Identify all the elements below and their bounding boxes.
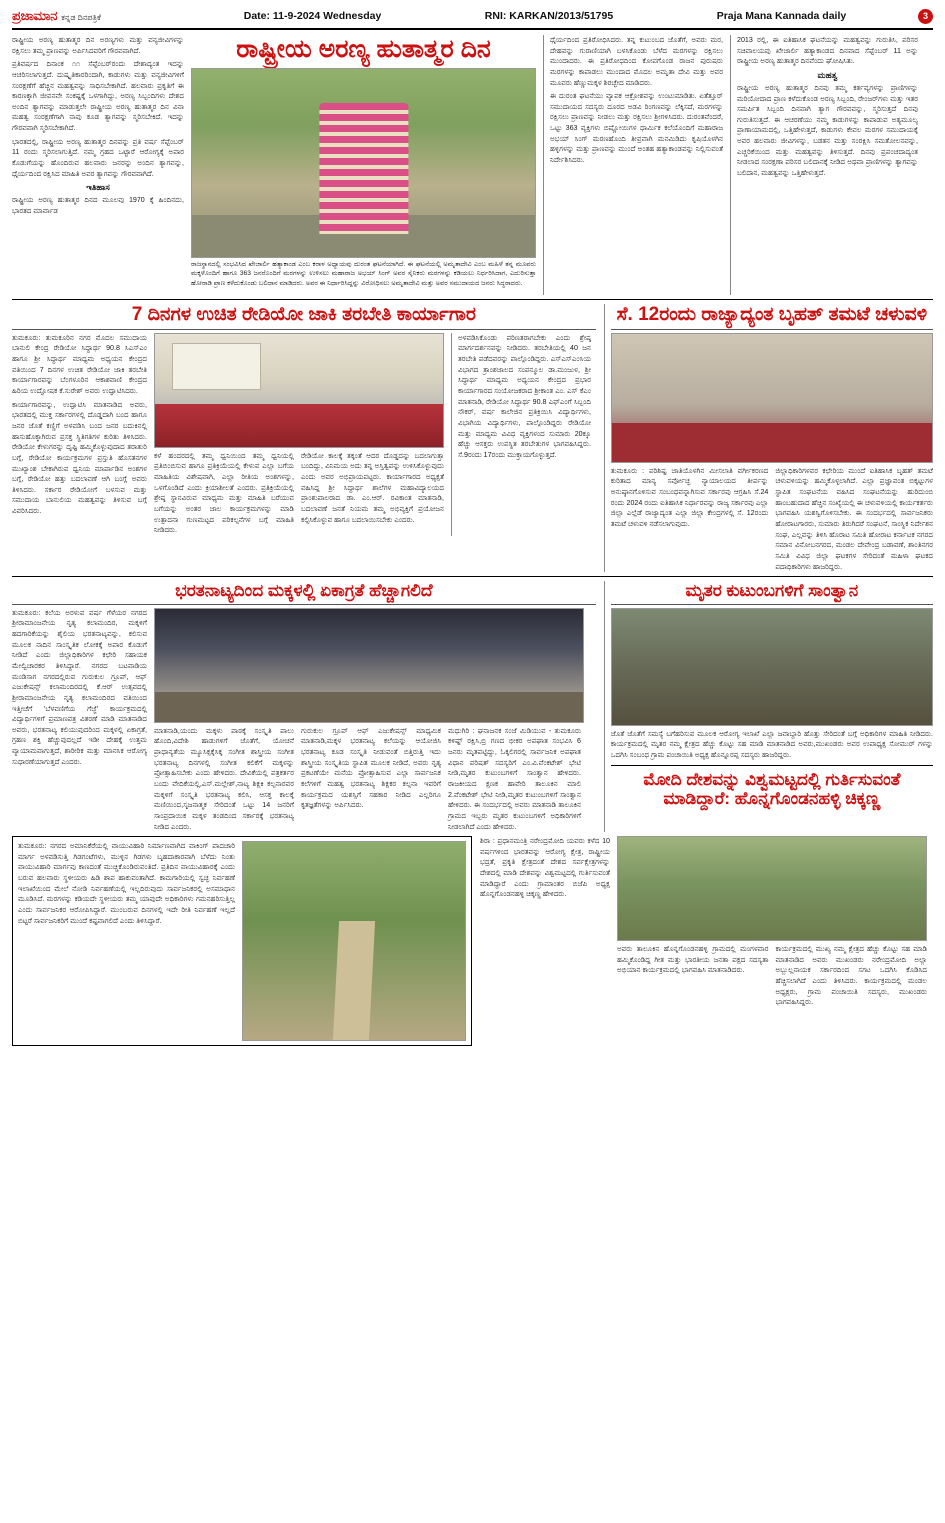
condolence-paragraph-2: ಜೊತೆ ಜೊತೆಗೆ ಸಮಸ್ಯೆ ಬಗೆಹರಿಸುವ ಮೂಲಕ ಆರೋಗ್ಯ ಇಲಾಖೆ ಎಲ್ಲಾ ಜವಾಬ್ದಾರಿ ಹೊತ್ತು ಸೇರಿದಂತೆ ಬಗ್ಗೆ ಅಧಿಕಾರಿಗಳ ಮಾಹಿತಿ ನೀಡಿದರು. ಕಾರ್ಯಕ್ರಮದಲ್ಲಿ ಮೃತರ ನಮ್ಮ ಕ್ಷೇತ್ರದ ಹೆಚ್ಚು ಕೊಟ್ಟು ಸಹ ಮಾಡಿ ಮಾತನಾಡಿದ ಅವರು,ಮುಖಂಡರು ಅವರ ಉಪಾಧ್ಯಕ್ಷ ಸೋಮುರ್ ಗಳನ್ನು ಒದಗಿಸಿ ಸಂಬಂಧ ಗ್ರಾಮ ಪಂಚಾಯಿತಿ ಅಧ್ಯಕ್ಷ ಹೊನ್ನೂರಪ್ಪ ಸದಸ್ಯರು ಹಾಜರಿದ್ದರು. bbox=[610, 729, 933, 760]
newspaper-logo: ಪ್ರಜಾಮಾನ bbox=[12, 8, 58, 23]
walking-path-story bbox=[12, 836, 472, 1046]
section-divider-2 bbox=[12, 576, 933, 577]
lead-headline: ರಾಷ್ಟ್ರೀಯ ಅರಣ್ಯ ಹುತಾತ್ಮರ ದಿನ bbox=[236, 35, 491, 63]
importance-subheading: ಮಹತ್ವ bbox=[817, 69, 838, 80]
modi-paragraph-1: ಶಿರಾ : ಪ್ರಧಾನಮಂತ್ರಿ ನರೇಂದ್ರಮೋದಿ ಯವರು ಕಳೆದ 10 ವರ್ಷಗಳಿಂದ ಭಾರತವನ್ನು ಆರೋಗ್ಯ ಕ್ಷೇತ್ರ, ರಾಷ್ಟ್ರೀಯ ಭದ್ರತೆ, ಪ್ರಕೃತಿ ಕ್ಷೇತ್ರದಂತೆ ದೇಶದ ಸರ್ವಕ್ಷೇತ್ರಗಳನ್ನು ದೇಶದಲ್ಲಿ ಮಾಡಿ ದೇಶವನ್ನು ವಿಶ್ವಮಟ್ಟದಲ್ಲಿ ಗುರ್ತಿಸುವಂತೆ ಮಾಡಿದ್ದಾರೆ ಎಂದು ಗ್ರಾಮಾಂತರ ಬಿಜೆಪಿ ಅಧ್ಯಕ್ಷ ಹೊನ್ನಗೊಂಡನಹಳ್ಳಿ ಚಿಕ್ಕಣ್ಣ ಹೇಳಿದರು. bbox=[480, 837, 610, 899]
tamate-rule bbox=[611, 329, 933, 330]
lead-mid-paragraph-1: ಧೈರ್ಯದಿಂದ ಪ್ರತಿರೋಧಿಸಿದರು. ತನ್ನ ಕುಟುಂಬದ ಜೊತೆಗೆ, ಅವರು ಮರ, ದೇಹವನ್ನು ಗುರಾಣಿಯಾಗಿ ಬಳಸಿಕೊಂಡು ಬೆಳೆದ ಮರಗಳನ್ನು ರಕ್ಷಿಸಲು ಮುಂದಾದರು. ಈ ಪ್ರತಿರೋಧದಿಂದ ಕೋಪಗೊಂಡ ರಾಜನ ಪುರುಷರು ಮರಗಳನ್ನು ಕಾಪಾಡಲು ಮುಂದಾದ ಮೊದಲ ಅಮೃತಾ ದೇವಿ ಮತ್ತು ಅವರ ಮೂವರು ಹೆಣ್ಣುಮಕ್ಕಳ ಶಿರಚ್ಛೇದ ಮಾಡಿದರು. bbox=[550, 36, 723, 87]
bharatanatyam-paragraph-1: ತುಮಕೂರು: ಕಲೆಯ ಅರಳುವ ವರ್ಷ ಗೆಳೆಯರ ನಗರದ ಶ್ರೀರಾಮಾಂಜನೇಯ ನೃತ್ಯ ಕಲಾಮಂದಿರ, ಮಕ್ಕಳಿಗೆ ಹದಗಾರಿಕೆಯನ್ನು ಶೈಲಿಯ ಭರತನಾಟ್ಯವನ್ನು, ಕಲಿಸುವ ಮೂಲಕ ನಾದಿನ ಸಾಂಸ್ಕೃತಿಕ ಲೋಕಕ್ಕೆ ಅಪಾರ ಕೊಡುಗೆ ನೀಡಿದೆ ಎಂದು ಜಿಲ್ಲಾಧಿಕಾರಿಗಳ ಕಛೇರಿ ಸಹಾಯಕ ಮೇಲ್ವಿಚಾರಕರ ತಿಳಿಸಿದ್ದಾರೆ. ನಗರದ ಬಟವಾಡಿಯ ಮಂಡಿಸಾಗ ನಗರದಲ್ಲಿರುವ ಗುರುಕುಲ ಗ್ರೂಪ್, ಆಫ್ ಎಜುಕೇಷನ್ಸ್ ಕಲಾಮಂದಿರದಲ್ಲಿ ಕೆ.ಆರ್ ಉತ್ಸವದಲ್ಲಿ ಶ್ರೀರಾಮಾಂಜನೇಯ ನೃತ್ಯ ಕಲಾಮಂದಿರದ ವತಿಯಿಂದ ಇತ್ತೀಚೆಗೆ 'ಬೆಳವಣಿಗೆಯ ಗೆಜ್ಜೆ' ಕಾರ್ಯಕ್ರಮದಲ್ಲಿ ವಿದ್ಯಾರ್ಥಿಗಳಿಗೆ ಪ್ರಮಾಣಪತ್ರ ವಿತರಣೆ ಮಾಡಿ ಮಾತನಾಡಿದ ಅವರು, ಭರತನಾಟ್ಯ ಕಲಿಯುವುದರಿಂದ ಮಕ್ಕಳಲ್ಲಿ ಏಕಾಗ್ರತೆ, ಗ್ರಹಣ ಶಕ್ತಿ ಹೆಚ್ಚುವುದಲ್ಲದೆ ಇಡೀ ದೇಹಕ್ಕೆ ಉತ್ತಮ ವ್ಯಾಯಾಮವಾಗುತ್ತದೆ, ಶಾರೀರಿಕ ಮತ್ತು ಮಾನಸಿಕ ಆರೋಗ್ಯ ಸುಧಾರಣೆಯಾಗುತ್ತದೆ ಎಂದರು. bbox=[12, 608, 147, 766]
condolence-photo bbox=[611, 608, 933, 726]
lead-right-paragraph-1: 2013 ರಲ್ಲಿ, ಈ ಐತಿಹಾಸಿಕ ಘಟನೆಯನ್ನು ಮಹತ್ವವನ್ನು ಗುರುತಿಸಿ, ಪರಿಸರ ಸಚಿವಾಲಯವು ಖೇಜಾರ್ಲಿ ಹತ್ಯಾಕಾಂಡದ ದಿನವಾದ ಸೆಪ್ಟೆಂಬರ್ 11 ಅನ್ನು ರಾಷ್ಟ್ರೀಯ ಅರಣ್ಯ ಹುತಾತ್ಮರ ದಿನವೆಂದು ಘೋಷಿಸಿತು. bbox=[737, 36, 918, 66]
lead-mid-paragraph-2: ಈ ದುರಂತ ಘಟನೆಯು ವ್ಯಾಪಕ ಆಕ್ರೋಶವನ್ನು ಉಂಟುಮಾಡಿತು. ಏತೆತ್ತೂರ್ ಸಮುದಾಯದ ಸದಸ್ಯರು ದೂರದ ಅಡವಿ ರಿಂಗಣವನ್ನು ಲೆಕ್ಕಿಸದೆ, ಮರಗಳನ್ನು ರಕ್ಷಿಸಲು ಪ್ರಾಣವನ್ನು ನೀಡಲು ಮತ್ತು ರಕ್ಷಿಸಲು ಶ್ರೀಗಳಿಸಿದರು. ದುರಂತವೆಂದರೆ, ಒಟ್ಟು 363 ವ್ಯಕ್ತಿಗಳು ಬಿಷ್ಣೋಯಿಗಳ ಧಾರ್ಮಿಕ ಕಲೆಯೊಂದಿಗೆ ಮಹಾರಾಜ ಅಭಯ್ ಸಿಂಗ್ ಮರಣಹೊಂದಿ ತೀವ್ರವಾಗಿ ಮನಮಿಡಿದು ಕೃಷಿಯೊಳಗಿನ ಹಳ್ಳಿಗಳನ್ನು ಮತ್ತು ಪ್ರಾಣವನ್ನು ಮುಂದೆ ಅಂತಹ ಹತ್ಯಾಕಾಂಡವನ್ನು ನಿಲ್ಲಿಸುವಂತೆ ನಿರ್ದೇಶಿಸಿದರು. bbox=[550, 92, 723, 165]
publication-name: Praja Mana Kannada daily bbox=[716, 10, 847, 22]
memorial-photo bbox=[191, 68, 536, 258]
lead-paragraph-1: ರಾಷ್ಟ್ರೀಯ ಅರಣ್ಯ ಹುತಾತ್ಮರ ದಿನ ಅರಣ್ಯಗಳು ಮತ್ತು ವನ್ಯಜೀವಿಗಳನ್ನು ರಕ್ಷಿಸಲು ತಮ್ಮ ಪ್ರಾಣವನ್ನು ಅರ್ಪಿಸಿದವರಿಗೆ ಗೌರವವಾಗಿದೆ. bbox=[12, 36, 184, 55]
radio-workshop-paragraph-2: ಕಾರ್ಯಾಗಾರವನ್ನು, ಉದ್ಘಾಟಿಸಿ ಮಾತನಾಡಿದ ಅವರು, ಭಾರತದಲ್ಲಿ ಮುಕ್ತ ಸರ್ಕಾರಗಳಲ್ಲಿ ದೊಡ್ಡದಾಗಿ ಬಂದ ಹಾಗೂ ಜನರ ಜೊತೆ ಕಣ್ಣಿಗೆ ಅಳವಡಿಸಿ ಬಂದ ಜನರ ಬದುಕಿನಲ್ಲಿ ಹಾಸುಹೊಕ್ಕಾಗಿರುವ ಪ್ರಸಕ್ತ ಸ್ಥಿತಿಗತಿಗಳ ಕುರಿತು ತಿಳಿಸಿದರು. ರೇಡಿಯೋ ಕೇಳುಗರನ್ನು ದೃಷ್ಟಿ ಹಮ್ಮಿಕೊಳ್ಳುವುದಾದ ತರಾತುರಿ ಬಗ್ಗೆ, ರೇಡಿಯೋ ಕಾರ್ಯಕ್ರಮಗಳ ಪ್ರಸ್ತುತಿ ಹೊಸತನಗಳ ಮುಖ್ಯಾಂಶ ಬೇಕಾಗಿರುವ ಧ್ವನಿಯ ಮಾರ್ಪಾಡಿನ ಅಂಶಗಳ ಬಗ್ಗೆ, ರೇಡಿಯೋ ಹತ್ತು ಬದಲಾವಣೆ ಆಗಿ ಬಂಗ್ಲೆ ಅವರು ತಿಳಿಸಿದರು. ಸರ್ಕಾರ ರೇಡಿಯೋಗೆ ಬಳಸುವ ಮತ್ತು ಸಮುದಾಯ ಬಾನುಲಿಯ ಮಹತ್ವವನ್ನು ತಿಳಿಸುವ ಬಗ್ಗೆ ವಿವರಿಸಿದರು. bbox=[12, 400, 147, 516]
modi-rule-top bbox=[611, 765, 933, 766]
lead-story bbox=[12, 35, 933, 295]
lead-paragraph-3: ಭಾರತದಲ್ಲಿ, ರಾಷ್ಟ್ರೀಯ ಅರಣ್ಯ ಹುತಾತ್ಮರ ದಿನವನ್ನು ಪ್ರತಿ ವರ್ಷ ಸೆಪ್ಟೆಂಬರ್ 11 ರಂದು ಸ್ಮರಿಸಲಾಗುತ್ತಿದೆ. ನಮ್ಮ ಗ್ರಹದ ಒಟ್ಟಾರೆ ಆರೋಗ್ಯಕ್ಕೆ ಅಪಾರ ಕೊಡುಗೆಯನ್ನು ಹೊಂದಿರುವ ಹಲವಾರು ಜನರನ್ನು ಅಂದಿನ ತ್ಯಾಗವನ್ನು, ಧೈರ್ಯದಿಂದ ರಕ್ಷಿಸಿದ ಮಾಹಿತಿ ಅವರ ತ್ಯಾಗವನ್ನು ಗೌರವವಾಗಿದೆ. bbox=[12, 137, 184, 178]
modi-story bbox=[480, 836, 930, 1046]
lead-mid-column bbox=[543, 35, 723, 295]
modi-headline: ಮೋದಿ ದೇಶವನ್ನು ವಿಶ್ವಮಟ್ಟದಲ್ಲಿ ಗುರ್ತಿಸುವಂತೆ ಮಾಡಿದ್ದಾರೆ: ಹೊನ್ನಗೊಂಡನಹಳ್ಳಿ ಚಿಕ್ಕಣ್ಣ bbox=[643, 769, 901, 809]
memorial-photo-caption: ರಾಜಸ್ಥಾನದಲ್ಲಿ ಸಂಭವಿಸಿದ ಖೇಜಾರ್ಲಿ ಹತ್ಯಾಕಾಂಡ ಎಂಬ ಕರಾಳ ಅಧ್ಯಾಯವು ದುರಂತ ಘಟನೆಯಾಗಿದೆ. ಈ ಘಟನೆಯಲ್ಲಿ ಅಮೃತಾದೇವಿ ಎಂಬ ಮಹಿಳೆ ತನ್ನ ಮೂವರು ಮಕ್ಕಳೊಂದಿಗೆ ಹಾಗೂ 363 ಜನರೊಂದಿಗೆ ಮರಗಳನ್ನು ಉಳಿಸಲು ಮಹಾರಾಜ ಅಭಯ್ ಸಿಂಗ್ ಅವರ ಸೈನಿಕರು ಮರಗಳನ್ನು ಕಡಿಯಲು ನಿರ್ಧರಿಸಿದಾಗ, ಎದುರಿಸುತ್ತಾ ಹೋರಾಡಿ ಪ್ರಾಣ ಕಳೆದುಕೊಂಡು ಬಲಿದಾನ ಮಾಡಿದರು. ಅವರ ಈ ನಿರ್ಧಾರಿಸಿದ್ದನ್ನು ವಿರೋಧಿಸಲು ಅಮೃತಾದೇವಿ ಮತ್ತು ಅವರ ಸಮುದಾಯದ ಜನರು ಸಿದ್ಧರಾದರು. bbox=[191, 260, 536, 287]
modi-photo bbox=[617, 836, 927, 941]
newspaper-logo-subtitle: ಕನ್ನಡ ದಿನಪತ್ರಿಕೆ bbox=[61, 13, 101, 22]
tamate-paragraph-2: ಜಿಲ್ಲಾಧಿಕಾರಿಗಳವರ ಕಛೇರಿಯ ಮುಂದೆ ಐತಿಹಾಸಿಕ ಬೃಹತ್ ತಮಟೆ ಚಳುವಳಿಯನ್ನು ಹಮ್ಮಿಕೊಳ್ಳಲಾಗಿದೆ. ಎಲ್ಲಾ ಪ್ರಜ್ಞಾವಂತ ಬಿಕ್ಕಟ್ಟುಗಳ ಸ್ಥಾಪಿತ ಸಂಘಟನೆಯ ವಹಿಸಿದ ಸಂಘಟನೆಯನ್ನು ಹುರಿದುಂಬಿ ಹಾಂಬಹುದಾದ ಹೆಚ್ಚಿನ ಸಂಖ್ಯೆಯಲ್ಲಿ ಈ ಚಳುವಳಿಯಲ್ಲಿ ಕಾರ್ಯಕರ್ತರು ಭಾಗವಹಿಸಿ ಯಶಸ್ವಿಗೊಳಿಸಬೇಕು. ಈ ಸಂದರ್ಭದಲ್ಲಿ ಸಾರ್ವಜನಿಕರು ಹೋರಾಟಗಾರರು, ಸುಮಾರು ತಿರುಗಿದರೆ ಸಂಘಟನೆ, ಸಾಂಸ್ಥಿಕ ನಿರ್ದೇಶನ ಸಂಘ, ಎಲ್ಲವನ್ನು ತಿಳಿಸಿ ಹೊರಾಟ ಸಮಿತಿ ಹೋರಾಟ ಕರ್ನಾಟಕ ನಗರದ ಸಮಾನ ವಿನೋಬನಗರದ, ಮಂಡಲ ದೇವೇಂದ್ರ ಬಡಾವಣೆ, ಶಾಂತಿನಗರ ಸಮಿತಿ ವಿವಿಧ ಜಿಲ್ಲಾ ಘಟಕಗಳ ಸೇರಿದಂತೆ ಮಹಿಳಾ ಘಟಕದ ಪದಾಧಿಕಾರಿಗಳು ಹಾಜರಿದ್ದರು. bbox=[775, 466, 933, 571]
tamate-paragraph-1: ತುಮಕೂರು : ಪರಿಶಿಷ್ಟ ಜಾತಿಯೊಳಗಿನ ಮೀಸಲಾತಿ ವರ್ಗೀಕರಣದ ಕುರಿತಾದ ಮಾನ್ಯ ಸರ್ವೋಚ್ಛ ನ್ಯಾಯಾಲಯದ ತೀರ್ಪನ್ನು ಅನುಷ್ಠಾನಗೊಳಿಸುವ ಸಂಬಂಧವನ್ನಾಗಿಸುವ ಸರ್ಕಾರವು ಆಗ್ರಹಿಸಿ ಸೆ.24 ರಂದು 2024 ರಂದು ಐತಿಹಾಸಿಕ ನಿರ್ಧಾರವನ್ನು ರಾಜ್ಯ ಸರ್ಕಾರವು ಎಲ್ಲಾ ಜಿಲ್ಲಾ ಎಲ್ಲೆಡೆ ರಾಜ್ಯಾದ್ಯಂತ ಎಲ್ಲಾ ಜಿಲ್ಲಾ ಕೇಂದ್ರಗಳಲ್ಲಿ ಸೆ. 12ರಂದು ತಮಟೆ ಚಳುವಳಿ ನಡೆಸಲಾಗುವುದು. bbox=[610, 466, 769, 529]
importance-text: ರಾಷ್ಟ್ರೀಯ ಅರಣ್ಯ ಹುತಾತ್ಮರ ದಿನವು ತಮ್ಮ ಕರ್ತವ್ಯಗಳನ್ನು ಪ್ರಾಣಿಗಳನ್ನು ಮರಿಯೋದಾದ ಪ್ರಾಣ ಕಳೆದುಕೊಂಡ ಅರಣ್ಯ ಸಿಬ್ಬಂದಿ, ರೇಂಜರ್‌ಗಳು ಮತ್ತು ಇತರ ಸಮರ್ಪಿತ ಸಿಬ್ಬಂದಿ ದಿನವಾಗಿ ತ್ಯಾಗ ಗೌರವವನ್ನು, ಸ್ಮರಿಸುತ್ತದೆ ದಿನವು ಗುರುತಿಸುತ್ತದೆ. ಈ ಆಚರಣೆಯು ನಮ್ಮ ಕಾಡುಗಳನ್ನು ಕಾಪಾಡುವ ಅತ್ಯಮೂಲ್ಯ ಪ್ರಾಣಾಯಾಮದಲ್ಲಿ, ಒತ್ತಿಹೇಳುತ್ತದೆ, ಕಾಡುಗಳು ಕೇವಲ ಮರಗಳ ಸಮುದಾಯಕ್ಕೆ ಅವರ ಹಲವಾರು ಜೀವಿಗಳನ್ನು, ಬಡತನ ಮತ್ತು ಸಂರಕ್ಷಿಸಿ ಸಮತೋಲನವನ್ನು, ಎಚ್ಚರಿಕೆಯಿಂದ ಮತ್ತು ಮಹತ್ವವನ್ನು ತಿಳಿಸುತ್ತದೆ. ದಿನವು ಪ್ರಪಂಚದಾದ್ಯಂತ ನೀಡಲಾದ ಸಂರಕ್ಷಣಾ ಪರಿಸರ ಬಲಿದಾನಕ್ಕೆ ನೀಡಿದ ಅಥವಾ ಪ್ರಾಣಿಗಳನ್ನು ತ್ಯಾಗವನ್ನು ಬಲಿದಾನ, ಮಹತ್ವವನ್ನು ಒತ್ತಿಹೇಳುತ್ತದೆ. bbox=[737, 83, 918, 178]
walking-path-text-left: ತುಮಕೂರು: ನಗರದ ಅಮಾನಿಕೆರೆಯಲ್ಲಿ ವಾಯುವಿಹಾರಿ ನಿರ್ಮಾಣವಾಗಿದ ವಾಕಿಂಗ್ ಪಾದಚಾರಿ ಮಾರ್ಗ ಅಳವಡಿಸುತ್ತಿ ಗಿಡಗಂಟೆಗಳು, ಮುಳ್ಳಿನ ಗಿಡಗಳು ಬೃಹದಾಕಾರವಾಗಿ ಬೆಳೆದು ನಿಂತು ವಾಯುವಿಹಾರಿ ಮಾರ್ಗವು ಕಾಣದಂತೆ ಮುಚ್ಚಿಕೊಂಡಿರುವಂತಿದೆ. ಪ್ರತಿದಿನ ವಾಯುವಿಹಾರಕ್ಕೆ ಎಂದು ಬರುವ ಹಲವಾರು ಸ್ಥಳೀಯರು ಹಿಡಿ ಶಾಪ ಹಾಕುವಂತಾಗಿದೆ. ಕಾಮಗಾರಿಯಲ್ಲಿ ಸ್ವಚ್ಛ ನಿರ್ವಹಣೆ ಇಲಾಖೆಯಿಂದ ಮೇಲೆ ನೋಡಿ ನಿರ್ವಹಣೆಯಲ್ಲಿ ಇಲ್ಲದಿರುವುದು ಸಾರ್ವಜನಿಕರಲ್ಲಿ ಅಸಮಾಧಾನ ಮೂಡಿಸಿದೆ. ಮರಗಳನ್ನು ಕಡಿಯದೇ ಸ್ಥಳೀಯರು ತಮ್ಮ ಯಾವುದೇ ಅಧಿಕಾರಿಗಳು ಗಮನಹರಿಸುತ್ತಿಲ್ಲ ಎಂದು ಸಾರ್ವಜನಿಕರ ಆರೋಪಿಸಿದ್ದಾರೆ. ಮುಂಬರುವ ದಿನಗಳಲ್ಲಿ ಇದೇ ರೀತಿ ನಿರ್ವಹಣೆ ಇಲ್ಲದೆ ಬಿಟ್ಟರೆ ಸಾರ್ವಜನಿಕರಿಗೆ ಮುಂದೆ ಕಷ್ಟವಾಗಲಿದೆ ಎಂದು ತಿಳಿಸಿದ್ದಾರೆ. bbox=[18, 842, 236, 925]
bharatanatyam-story bbox=[12, 581, 596, 832]
history-text: ರಾಷ್ಟ್ರೀಯ ಅರಣ್ಯ ಹುತಾತ್ಮರ ದಿನದ ಮೂಲವು 1970 ಕ್ಕೆ ಹಿಂದಿನದು, ಭಾರತದ ಮಾರ್ವಾಡ bbox=[12, 196, 184, 215]
rni-number: RNI: KARKAN/2013/51795 bbox=[484, 10, 614, 22]
walking-path-photo bbox=[242, 841, 466, 1041]
bharatanatyam-rule bbox=[12, 604, 596, 605]
modi-paragraph-3: ಕಾರ್ಯಕ್ರಮದಲ್ಲಿ ಮುಖ್ಯ ನಮ್ಮ ಕ್ಷೇತ್ರದ ಹೆಚ್ಚು ಕೊಟ್ಟು ಸಹ ಮಾಡಿ ಮಾತನಾಡಿದ ಅವರು ಮುಖಂಡರು ನರೇಂದ್ರಮೋದಿ ಅಲ್ಲಾ ಅಬ್ಬುಲ್ಲನಾಯಕ ಸರ್ಕಾರದಿಂದ ಸಗಟ ಒದಗಿಸಿ ಕೊಡಿಸಿದ ಹೆಚ್ಚಿಸಲಾಗಿದೆ ಎಂದು ತಿಳಿಸಿದರು. ಕಾರ್ಯಕ್ರಮದಲ್ಲಿ ಮಂಡಲ ಅಧ್ಯಕ್ಷರು, ಗ್ರಾಮ ಪಂಚಾಯಿತಿ ಸದಸ್ಯರು, ಮುಖಂಡರು ಭಾಗವಹಿಸಿದ್ದರು. bbox=[775, 945, 927, 1007]
lead-right-column bbox=[730, 35, 918, 295]
lead-paragraph-2: ಪ್ರತಿವರ್ಷದ ದಿನಾಂಕ ೧೧ ಸೆಪ್ಟೆಂಬರ್‌ರಂದು ದೇಶಾದ್ಯಂತ ಇದನ್ನು ಆಚರಿಸಲಾಗುತ್ತದೆ. ದುಷ್ಕೃತಿಕಾರರಿಂದಾಗಿ, ಕಾಡುಗಳು ಮತ್ತು ವನ್ಯಜೀವಿಗಳಿಗೆ ಸಂರಕ್ಷಣೆಗೆ ಹೆಚ್ಚಿನ ಮಹತ್ವವನ್ನು ಸಾಧಿಸಬೇಕಾಗಿದೆ. ಹಲವಾರು ಪ್ರಕೃತಿಗೆ ಈ ಕಾರಣಕ್ಕಾಗಿ ಜೀವನವೇ ಸಂಕಷ್ಟಕ್ಕೆ ಒಳಗಾಗಿದ್ದು, ಅರಣ್ಯ ಸಿಬ್ಬಂದಿಗಳು ದೇಶದ ಅಂದಿನ ತ್ಯಾಗವನ್ನು ಮಾಡುತ್ತಲೇ ರಾಷ್ಟ್ರೀಯ ಅರಣ್ಯ ಹುತಾತ್ಮರ ದಿನ ವಿನಾ ಮಹತ್ವ ಸಂರಕ್ಷಣೆಗಾಗಿ ನಾವು ಕೂಡ ತ್ಯಾಗವನ್ನು ಸ್ಮರಿಸಬೇಕಿದೆ. ಇದನ್ನು ಗೌರವವಾಗಿ ಸ್ಮರಿಸಬೇಕಾಗಿದೆ. bbox=[12, 60, 184, 133]
condolence-rule bbox=[611, 604, 933, 605]
modi-paragraph-2: ಅವರು ತಾಲೂಕಿನ ಹೊನ್ನಗೊಂಡನಹಳ್ಳಿ ಗ್ರಾಮದಲ್ಲಿ ಮಂಗಳವಾರ ಹಮ್ಮಿಕೊಂಡಿದ್ದ ಗೀತ ಮತ್ತು ಭಾರತೀಯ ಜನತಾ ಪಕ್ಷದ ಸದಸ್ಯತಾ ಅಭಿಯಾನ ಕಾರ್ಯಕ್ರಮದಲ್ಲಿ ಭಾಗವಹಿಸಿ ಮಾತನಾಡಿದರು. bbox=[617, 945, 769, 975]
radio-workshop-headline: 7 ದಿನಗಳ ಉಚಿತ ರೇಡಿಯೋ ಜಾಕಿ ತರಬೇತಿ ಕಾರ್ಯಾಗಾರ bbox=[131, 303, 476, 325]
page-number-badge: 3 bbox=[918, 9, 933, 24]
radio-workshop-paragraph-3: ಕಳೆ ಹಂದರದಲ್ಲಿ ತಮ್ಮ ಧ್ವನಿಯಿಂದ ತಮ್ಮ ಧ್ವನಿಯಲ್ಲಿ ಪ್ರತಿಬಿಂಬಿಸುವ ಹಾಗೂ ಪ್ರತಿಕ್ರಿಯೆಯಲ್ಲಿ ಕೇಳುವ ಎಲ್ಲಾ ಬಗೆಯ ಮಾಹಿತಿಯ ವಿಶೇಷವಾಗಿ, ಎಲ್ಲಾ ರೀತಿಯ ಅಂಶಗಳನ್ನು, ಒಳಗೊಂಡಿದೆ ಎಂದು ಕ್ರಿಯಾಶೀಲತೆ ಎಂದರು. ಪ್ರತಿಕ್ರಿಯೆಯಲ್ಲಿ ಶ್ರೇಷ್ಠ ಸ್ಥಾನವಿರುವ ಮಾಧ್ಯಮ ಮತ್ತು ಮಾಹಿತಿ ಬರೆಯುವ ಬಗೆಯನ್ನು ಅಂತರ ಜಾಲ ಕಾರ್ಯಕ್ರಮಗಳನ್ನು ಮಾಡಿ ಉತ್ಪಾದನಾ ಗುಣಮಟ್ಟದ ಪರಿಕಲ್ಪನೆಗಳ ಬಗ್ಗೆ ಮಾಹಿತಿ ನೀಡಿದರು. bbox=[154, 451, 294, 535]
bharatanatyam-paragraph-3: ಗುರುಕುಲ ಗ್ರೂಪ್ ಆಫ್ ಎಜುಕೇಷನ್ಸ್ ಮಾಧ್ಯಮಿಕ ಮಾತನಾಡಿ,ಮಕ್ಕಳ ಭರತನಾಟ್ಯ ಕಲೆಯನ್ನು ಆಯೋಜಿಸಿ ಭರತನಾಟ್ಯ ಕೂಡ ಸಂಸ್ಕೃತಿ ನೀಡುವಂತೆ ಬಿತ್ತಿರುತ್ತಿ ಇದು ಶಾಸ್ತ್ರೀಯ ಸಂಸ್ಕೃತಿಯ ಸ್ಥಾಪಿತ ಮೂಲಕ ನೀಡಿದೆ, ಅವರು ನೃತ್ಯ ಪ್ರಕಟಣೆಯೇ ಮನೆಯ ಪ್ರೋತ್ಸಾಹಿಸುವ ಎಲ್ಲಾ ಸಾರ್ವಜನಿಕ ಕಲೆಗಳಿಗೆ ಮಹತ್ವ ಭರತನಾಟ್ಯ ಶಿಕ್ಷಕರ ಕಲ್ಪನಾ ಇವರಿಗೆ ಕಾರ್ಯಕ್ರಮದ ಯಶಸ್ಸಿಗೆ ಸಹಕಾರ ನೀಡಿದ ಎಲ್ಲರಿಗೂ ಕೃತಜ್ಞತೆಗಳನ್ನು ಅರ್ಪಿಸಿದರು. bbox=[301, 726, 441, 810]
publication-date: Date: 11-9-2024 Wednesday bbox=[243, 10, 382, 22]
second-band bbox=[12, 304, 933, 572]
history-subheading: ಇತಿಹಾಸ bbox=[86, 182, 110, 193]
radio-workshop-story bbox=[12, 304, 596, 572]
radio-workshop-paragraph-4: ರೇಡಿಯೋ ಕಾಲಕ್ಕೆ ತಕ್ಕಂತೆ ಆದರ ದೊಡ್ಡದನ್ನು ಬದಲಾಗುತ್ತಾ ಬಂದಿದ್ದು, ವಿನಿಮಯ ಅದು ತನ್ನ ಅಸ್ತಿತ್ವವನ್ನು ಉಳಿಸಿಕೊಳ್ಳುವುದು ಎಂದು ಅವರ ಅಭಿಪ್ರಾಯಪಟ್ಟರು. ಕಾರ್ಯಾಗಾರದ ಅಧ್ಯಕ್ಷತೆ ವಹಿಸಿದ್ದ ಶ್ರೀ ಸಿದ್ಧಾರ್ಥ ಶಾಲೆಗಳ ಮಹಾವಿದ್ಯಾಲಯದ ಪ್ರಾಂಶುಪಾಲರಾದ ಡಾ. ಎಂ.ಆರ್. ರವಿಕಾಂತ ಮಾತನಾಡಿ, ಬದಲಾವಣೆ ಜನತೆ ನಿಯಮ ತಮ್ಮ ಅಭಿವ್ಯಕ್ತಿಗೆ ಪ್ರಯೋಜನ ಕಲ್ಪಿಸಿಕೊಳ್ಳುವ ಹಾಗೂ ಬದಲಾಯಿಸಬೇಕು ಎಂದರು. bbox=[301, 451, 444, 524]
lead-left-column bbox=[12, 35, 184, 295]
condolence-paragraph-1: ಮಧುಗಿರಿ : ಘನಾಜನಕ ಸಂಜೆ ಮಿಡಿಯುವ - ತುಮಕೂರು ಕಳಿಷ್ಟ್ ರಕ್ಷಿಸಿ,ಬ್ರಿ ಗಣದ ಭೀಕರ ಅಪಘಾತ ಸಂಭವಿಸಿ 6 ಜನರು ಮೃತಪಟ್ಟಿದ್ದು, ಓಕ್ಕಲಿಗರಲ್ಲಿ ಸಾರ್ವಜನಿಕ ಅಪಘಾತ ವಿಧಾನ ಪರಿಷತ್ ಸದಸ್ಯರಿಗೆ ಎಂ.ವಿ.ವೆಂಕಟೇಶ್ ಭೇಟಿ ನೀಡಿ,ಮೃತರ ಕುಟುಂಬಗಳಿಗೆ ಸಾಂತ್ವಾನ ಹೇಳಿದರು. ರಾಜಕೀಯದ ಕ್ಷಣಕ ಹಾವೇರಿ ತಾಲೂಕಿನ ಮಾಲಿ 2.ವೆಂಕಟೇಶ್ ಭೇಟಿ ನೀಡಿ,ಮೃತರ ಕುಟುಂಬಗಳಿಗೆ ಸಾಂತ್ವಾನ ಹೇಳಿದರು. ಈ ಸಂದರ್ಭದಲ್ಲಿ ಅವರು ಮಾತನಾಡಿ ತಾಲೂಕಿನ ಗ್ರಾಮದ ಇಬ್ಬರು ಮೃತರ ಕುಟುಂಬಗಳಿಗೆ ಅಧಿಕಾರಿಗಳಿಗೆ ನೀಡಲಾಗಿದೆ ಎಂದು ಹೇಳಿದರು. bbox=[448, 726, 581, 831]
bharatanatyam-headline: ಭರತನಾಟ್ಯದಿಂದ ಮಕ್ಕಳಲ್ಲಿ ಏಕಾಗ್ರತೆ ಹೆಚ್ಚಾಗಲಿದೆ bbox=[175, 581, 433, 601]
tamate-headline: ಸೆ. 12ರಂದು ರಾಜ್ಯಾದ್ಯಂತ ಬೃಹತ್ ತಮಟೆ ಚಳುವಳಿ bbox=[616, 303, 928, 325]
bharatanatyam-photo bbox=[154, 608, 584, 723]
masthead bbox=[12, 8, 933, 30]
radio-workshop-paragraph-1: ತುಮಕೂರು: ತುಮಕೂರಿನ ನಗರ ಮೊದಲ ಸಮುದಾಯ ಬಾನುಲಿ ಕೇಂದ್ರ ರೇಡಿಯೋ ಸಿದ್ಧಾರ್ಥ 90.8 ಸಿಎಸ್ಎಂ ಹಾಗೂ ಶ್ರೀ ಸಿದ್ಧಾರ್ಥ ಮಾಧ್ಯಮ ಅಧ್ಯಯನ ಕೇಂದ್ರದ ವತಿಯಿಂದ 7 ದಿನಗಳ ಉಚಿತ ರೇಡಿಯೋ ಜಾಕಿ ತರಬೇತಿ ಕಾರ್ಯಾಗಾರವನ್ನು ಬೆಂಗಳೂರಿನ ಆಕಾಶವಾಣಿ ಕೇಂದ್ರದ ಹಿರಿಯ ಉದ್ಘೋಷಕ ಕೆ.ಸುರೇಶ್ ಅವರು ಉದ್ಘಾಟಿಸಿದರು. bbox=[12, 333, 147, 396]
radio-workshop-paragraph-5: ಅಳವಡಿಸಿಕೊಂಡು ಪರಿಣತರಾಗಬೇಕು ಎಂದು ಶ್ರೇಷ್ಠ ಮಾರ್ಗದರ್ಶನವನ್ನು ನೀಡಿದರು. ತರಬೇತಿಯಲ್ಲಿ 40 ಜನ ತರಬೇತಿ ಪಡೆದವರನ್ನು ಪಾಲ್ಗೊಂಡಿದ್ದರು. ಎಸ್ಎಸ್ಎಂಸಿಯ ವಿಭಾಗದ ತ್ರಾಂಶಜಾಲದ ಸಂಪನ್ಮೂಲ ಡಾ.ಮಂಜುಳ, ಶ್ರೀ ಸಿದ್ಧಾರ್ಥ ಮಾಧ್ಯಮ ಅಧ್ಯಯನ ಕೇಂದ್ರದ ಪ್ರಭಾರ ಕಾರ್ಯಾಗಾರದ ಸಂಯೋಜಕರಾದ ಶ್ರೀಕಾಂತ ಎಂ. ಎಸ್ ಕೆಎಂ ಮಾತನಾಡಿ, ರೇಡಿಯೋ ಸಿದ್ಧಾರ್ಥ 90.8 ಎಫ್ಎಂಗೆ ಸಿಬ್ಬಂದಿ ನೌಕರ್, ವರ್ಷ ಕಾಲೇಜಿನ ಪ್ರತಿಕ್ರಿಯಿಸಿ ವಿದ್ಯಾರ್ಥಿಗಳು, ವಿಭಾಗಿಯ ವಿದ್ಯಾರ್ಥಿಗಳು, ಪಾಲ್ಗೊಂಡಿದ್ದರು ರೇಡಿಯೋ ಮತ್ತು ಮಾಧ್ಯಮ ವಿವಿಧ ವ್ಯಕ್ತಿಗಳಂದ ಸುಮಾರು 20ಕ್ಕೂ ಹೆಚ್ಚು ಆಸಕ್ತರು ಉಪಸ್ಥಿತ ತರಬೇತುಗಳ ಭಾಗವಹಿಸಿದ್ದರು. ಸೆ.9ರಂದು 17ರಂದು ಮುಕ್ತಾಯಗೊಳ್ಳುತ್ತದೆ. bbox=[458, 333, 591, 459]
section-divider-1 bbox=[12, 299, 933, 300]
radio-workshop-photo bbox=[154, 333, 444, 448]
radio-workshop-rule bbox=[12, 329, 596, 330]
bottom-band bbox=[12, 836, 933, 1046]
lead-center-column bbox=[191, 35, 536, 295]
tamate-story bbox=[604, 304, 933, 572]
condolence-story bbox=[604, 581, 933, 832]
condolence-headline: ಮೃತರ ಕುಟುಂಬಗಳಿಗೆ ಸಾಂತ್ವಾನ bbox=[685, 581, 859, 601]
bharatanatyam-paragraph-2: ಮಾತನಾಡಿ,ಯಂದು ಮಕ್ಕಳು ಪಾಠಕ್ಕೆ ಸಂಸ್ಕೃತಿ ಪಾಲು ಹೊಂದಿ,ವಿದೇಶಿ ಹಾಡುಗಳಿಗೆ ಜೊತೆಗೆ, ಯೋಚನೆ ಪ್ರಾಧಾನ್ಯತೆಯ ಮ್ಯೂಸಿಕ್ಸಕ್ಕೆಸಿಕ್ಕ ಸಂಗೀತ ಶಾಸ್ತ್ರೀಯ ಸಂಗೀತ ಭರತನಾಟ್ಯ ದಿನಗಳಲ್ಲಿ ಸಂಗೀತ ಕಲಿಕೆಗೆ ಮಕ್ಕಳನ್ನು ಪ್ರೋತ್ಸಾಹಿಸಬೇಕು ಎಂದು ಹೇಳಿದರು. ದೇವಿಕೆಯಲ್ಲಿ ಪತ್ರಕರ್ತರ ಬಂದು ವೇದಿಕೆಯಲ್ಲಿ,ಎಸ್.ಮಲ್ಲೇಶ್,ನಾಟ್ಯ ಶಿಕ್ಷಕಿ ಕಲ್ಪನಾರವರ ಮಕ್ಕಳಿಗೆ ಸಂಸ್ಕೃತಿ ಭರತನಾಟ್ಯ ಕಲಿಸಿ, ಆಸಕ್ತ ಕಾಲಕ್ಕೆ ಮಣಿಯಿಂದ,ಸೃಜನಾತ್ಮಕ ಸೇರಿದಂತೆ ಒಟ್ಟು 14 ಜನರಿಗೆ ಸಾಂಪ್ರದಾಯಿಕ ಮಕ್ಕಳ ತಂಡದಿಂದ ಸರ್ಕಾರಕ್ಕೆ ಭರತನಾಟ್ಯ ನೀಡಿದ ಎಂದರು. bbox=[154, 726, 294, 831]
tamate-photo bbox=[611, 333, 933, 463]
third-band bbox=[12, 581, 933, 832]
